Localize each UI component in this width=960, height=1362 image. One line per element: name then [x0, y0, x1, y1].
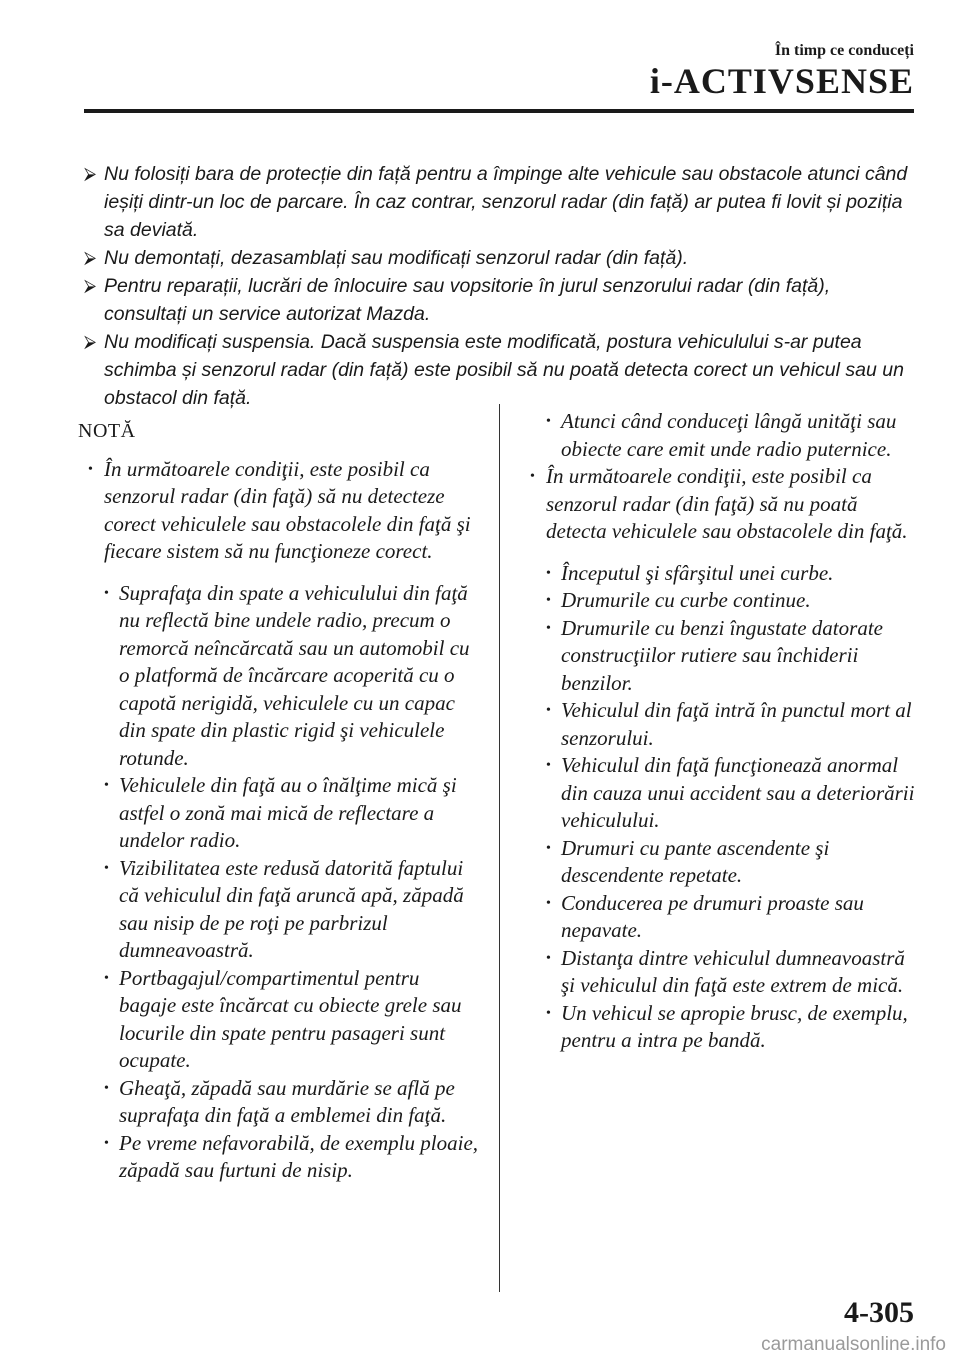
- caution-text: Nu demontați, dezasamblați sau modificați senzorul radar (din față).: [104, 247, 689, 269]
- bullet-icon: •: [546, 593, 551, 608]
- note-right-column: [520, 408, 920, 1055]
- note-text: Suprafaţa din spate a vehiculului din faţă nu reflectă bine undele radio, precum o remorcă neîncărcată sau un automobil cu o platformă de încărcare acoperită cu o capotă nerigidă, vehiculele cu un capac din spate din plastic rigid şi vehiculele rotunde.: [119, 580, 470, 770]
- column-divider: [499, 404, 500, 1292]
- note-text: Portbagajul/compartimentul pentru bagaje este încărcat cu obiecte grele sau locurile din spate pentru pasageri sunt ocupate.: [119, 965, 462, 1072]
- bullet-icon: •: [104, 970, 109, 986]
- note-text: În următoarele condiţii, este posibil ca senzorul radar (din faţă) să nu poată detecta vehiculele sau obstacolele din faţă.: [546, 464, 908, 543]
- bullet-icon: •: [546, 1005, 551, 1021]
- caution-item: [84, 328, 914, 412]
- note-sub-bullet: [520, 835, 920, 890]
- note-sub-bullet: [520, 890, 920, 945]
- note-text: Începutul şi sfârşitul unei curbe.: [561, 560, 834, 585]
- bullet-icon: •: [546, 950, 551, 966]
- note-bullet: [78, 456, 478, 566]
- arrow-bullet-icon: ⮚: [84, 248, 97, 267]
- note-text: Vizibilitatea este redusă datorită faptului că vehiculul din faţă aruncă apă, zăpadă sau nisip de pe roţi pe parbrizul dumneavoastră.: [119, 855, 464, 962]
- bullet-icon: •: [546, 565, 551, 581]
- note-text: Pe vreme nefavorabilă, de exemplu ploaie, zăpadă sau furtuni de nisip.: [119, 1130, 479, 1182]
- caution-item: [84, 244, 914, 272]
- arrow-bullet-icon: ⮚: [84, 276, 97, 295]
- caution-item: [84, 272, 914, 328]
- bullet-icon: •: [104, 1135, 109, 1151]
- bullet-icon: •: [530, 469, 535, 484]
- note-text: Drumuri cu pante ascendente şi descendente repetate.: [561, 835, 830, 887]
- arrow-bullet-icon: ⮚: [84, 332, 97, 351]
- bullet-icon: •: [104, 585, 109, 601]
- caution-item: [84, 160, 914, 244]
- note-text: Gheaţă, zăpadă sau murdărie se află pe suprafaţa din faţă a emblemei din faţă.: [119, 1075, 455, 1127]
- note-text: Drumurile cu curbe continue.: [561, 588, 811, 612]
- bullet-icon: •: [104, 1080, 109, 1096]
- note-sub-bullet: [520, 587, 920, 615]
- note-sub-bullet: [520, 697, 920, 752]
- bullet-icon: •: [546, 620, 551, 636]
- note-text: Un vehicul se apropie brusc, de exemplu, pentru a intra pe bandă.: [561, 1000, 908, 1052]
- note-sub-bullet: [520, 752, 920, 835]
- note-sub-bullet: [520, 560, 920, 588]
- note-text: Vehiculele din faţă au o înălţime mică şi astfel o zonă mai mică de reflectare a undelor radio.: [119, 773, 457, 852]
- note-text: În următoarele condiţii, este posibil ca senzorul radar (din faţă) să nu detecteze corect vehiculele sau obstacolele din faţă şi fiecare sistem să nu funcţioneze corect.: [104, 456, 471, 563]
- note-sub-bullet: [520, 945, 920, 1000]
- note-sub-bullet: [78, 772, 478, 855]
- caution-text: Pentru reparații, lucrări de înlocuire sau vopsitorie în jurul senzorului radar (din față), consultați un service autorizat Mazda.: [104, 275, 831, 325]
- note-sub-bullet: [520, 408, 920, 463]
- note-sub-bullet: [78, 580, 478, 773]
- note-sub-bullet: [520, 1000, 920, 1055]
- section-subtitle: În timp ce conduceți: [774, 42, 914, 59]
- note-text: Conducerea pe drumuri proaste sau nepavate.: [561, 890, 864, 942]
- note-left-column: [78, 418, 478, 1185]
- bullet-icon: •: [104, 860, 109, 876]
- caution-list: [84, 160, 914, 412]
- bullet-icon: •: [546, 414, 551, 429]
- note-text: Atunci când conduceţi lângă unităţi sau obiecte care emit unde radio puternice.: [561, 409, 897, 461]
- bullet-icon: •: [104, 778, 109, 793]
- bullet-icon: •: [546, 895, 551, 911]
- note-text: Distanţa dintre vehiculul dumneavoastră şi vehiculul din faţă este extrem de mică.: [561, 945, 905, 997]
- note-bullet: [520, 463, 920, 546]
- note-sub-bullet: [78, 965, 478, 1075]
- arrow-bullet-icon: ⮚: [84, 164, 97, 183]
- note-text: Vehiculul din faţă funcţionează anormal din cauza unui accident sau a deteriorării vehiculului.: [561, 753, 915, 832]
- header-rule: [84, 109, 914, 113]
- bullet-icon: •: [546, 758, 551, 773]
- note-sub-bullet: [520, 615, 920, 698]
- note-sub-bullet: [78, 855, 478, 965]
- watermark: carmanualsonline.info: [761, 1334, 946, 1355]
- bullet-icon: •: [88, 461, 93, 477]
- note-heading: NOTĂ: [78, 420, 136, 442]
- section-title: i-ACTIVSENSE: [649, 61, 914, 101]
- note-text: Drumurile cu benzi îngustate datorate construcţiilor rutiere sau închiderii benzilor.: [561, 615, 883, 695]
- page-number: 4-305: [844, 1296, 914, 1329]
- note-sub-bullet: [78, 1130, 478, 1185]
- note-text: Vehiculul din faţă intră în punctul mort al senzorului.: [561, 698, 912, 750]
- note-sub-bullet: [78, 1075, 478, 1130]
- caution-text: Nu modificați suspensia. Dacă suspensia este modificată, postura vehiculului s-ar putea schimba și senzorul radar (din față) este posibil să nu poată detecta corect un vehicul sau un obstacol din față.: [104, 331, 904, 409]
- bullet-icon: •: [546, 840, 551, 856]
- bullet-icon: •: [546, 703, 551, 718]
- caution-text: Nu folosiți bara de protecție din față pentru a împinge alte vehicule sau obstacole atunci când ieșiți dintr-un loc de parcare. În caz contrar, senzorul radar (din față) ar putea fi lovit și poziția sa deviată.: [104, 163, 908, 241]
